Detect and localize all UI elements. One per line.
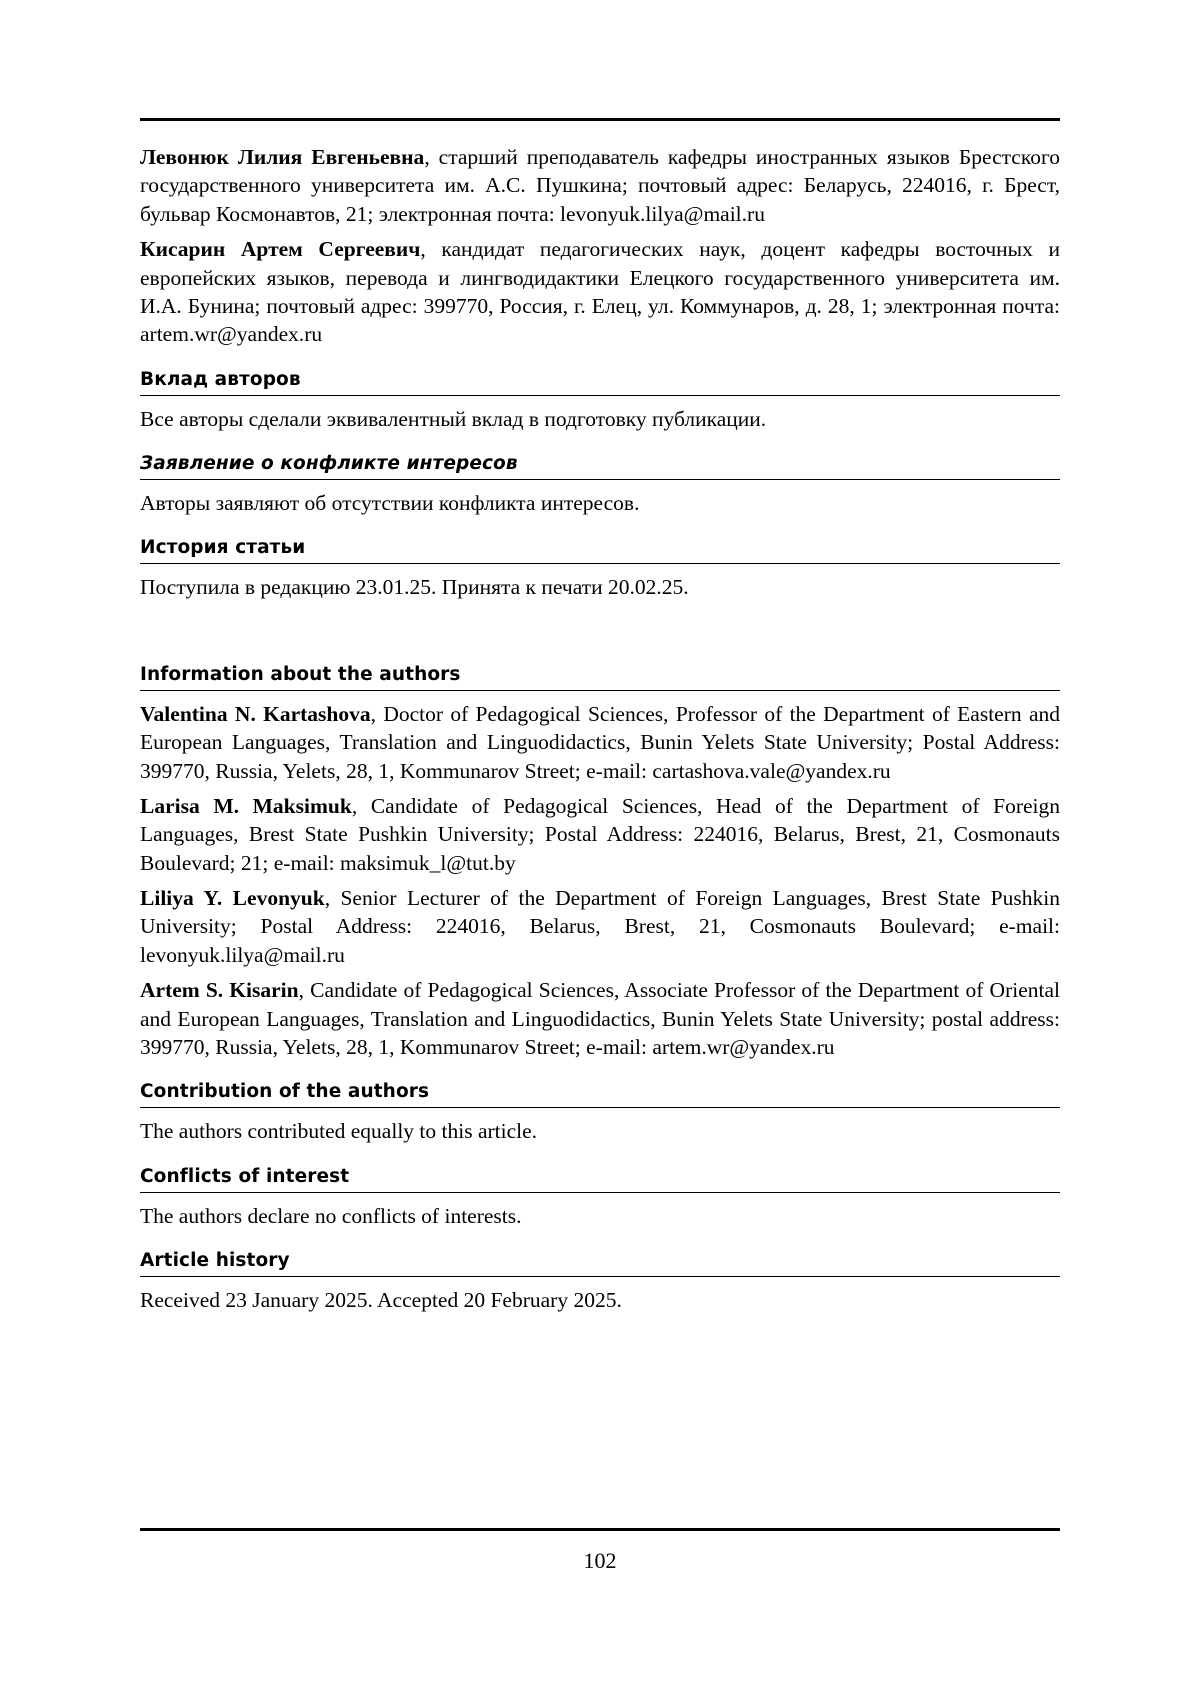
author-name: Левонюк Лилия Евгеньевна: [140, 145, 425, 169]
author-entry: [140, 976, 1060, 1061]
bottom-rule: [140, 1528, 1060, 1531]
author-details: , Candidate of Pedagogical Sciences, Associate Professor of the Department of Oriental and European Languages, Translation and Linguodidactics, Bunin Yelets State University; postal address: 399770, Russia, Yelets, 28, 1, Kommunarov Street; e-mail: artem.wr@yandex.ru: [140, 978, 1060, 1059]
english-sections: [140, 1081, 1060, 1314]
author-details: , Doctor of Pedagogical Sciences, Professor of the Department of Eastern and European Languages, Translation and Linguodidactics, Bunin Yelets State University; Postal Address: 399770, Russia, Yelets, 28, 1, Kommunarov Street; e-mail: cartashova.vale@yandex.ru: [140, 701, 1060, 783]
russian-sections: [140, 369, 1060, 602]
section-body-history-en: Received 23 January 2025. Accepted 20 February 2025.: [140, 1288, 622, 1312]
author-name: Larisa M. Maksimuk: [140, 793, 352, 818]
section-heading-history-ru: История статьи: [140, 537, 1060, 564]
author-details: , Senior Lecturer of the Department of Foreign Languages, Brest State Pushkin University; Postal Address: 224016, Belarus, Brest, 21, Cosmonauts Boulevard; e-mail: levonyuk.lilya@mail.ru: [140, 886, 1060, 967]
top-rule: [140, 118, 1060, 121]
author-entry: [140, 884, 1060, 969]
section-heading-conflicts-en: Conflicts of interest: [140, 1166, 1060, 1193]
author-details: , Candidate of Pedagogical Sciences, Head of the Department of Foreign Languages, Brest State Pushkin University; Postal Address: 224016, Belarus, Brest, 21, Cosmonauts Boulevard; 21; e-mail: maksimuk_l@tut.by: [140, 793, 1060, 875]
section-body-conflicts-en: The authors declare no conflicts of interests.: [140, 1203, 522, 1228]
section-heading-contribution-ru: Вклад авторов: [140, 369, 1060, 396]
author-name: Liliya Y. Levonyuk: [140, 886, 325, 910]
section-body-history-ru: Поступила в редакцию 23.01.25. Принята к печати 20.02.25.: [140, 575, 689, 600]
author-name: Artem S. Kisarin: [140, 978, 299, 1003]
page-content: [140, 118, 1060, 1314]
author-name: Кисарин Артем Сергеевич: [140, 237, 421, 262]
author-details: , кандидат педагогических наук, доцент кафедры восточных и европейских языков, перевода и лингводидактики Елецкого государственного университета им. И.А. Бунина; почтовый адрес: 399770, Россия, г. Елец, ул. Коммунаров, д. 28, 1; электронная почта: artem.wr@yandex.ru: [140, 237, 1060, 347]
section-body-contribution-ru: Все авторы сделали эквивалентный вклад в подготовку публикации.: [140, 406, 767, 431]
english-authors-block: [140, 664, 1060, 1062]
section-heading-conflicts-ru: Заявление о конфликте интересов: [140, 453, 1060, 480]
author-entry: [140, 235, 1060, 349]
section-gap: [140, 602, 1060, 644]
author-entry: [140, 143, 1060, 228]
author-entry: [140, 700, 1060, 785]
section-heading-info-en: Information about the authors: [140, 664, 1060, 691]
section-heading-history-en: Article history: [140, 1250, 1060, 1277]
section-body-contribution-en: The authors contributed equally to this article.: [140, 1119, 538, 1144]
section-body-conflicts-ru: Авторы заявляют об отсутствии конфликта интересов.: [140, 491, 640, 515]
section-heading-contribution-en: Contribution of the authors: [140, 1081, 1060, 1108]
page-number: 102: [583, 1548, 617, 1573]
author-details: , старший преподаватель кафедры иностранных языков Брестского государственного университета им. А.С. Пушкина; почтовый адрес: Беларусь, 224016, г. Брест, бульвар Космонавтов, 21; электронная почта: levonyuk.lilya@mail.ru: [140, 145, 1060, 226]
author-entry: [140, 792, 1060, 877]
author-name: Valentina N. Kartashova: [140, 701, 371, 726]
russian-authors-block: [140, 143, 1060, 349]
